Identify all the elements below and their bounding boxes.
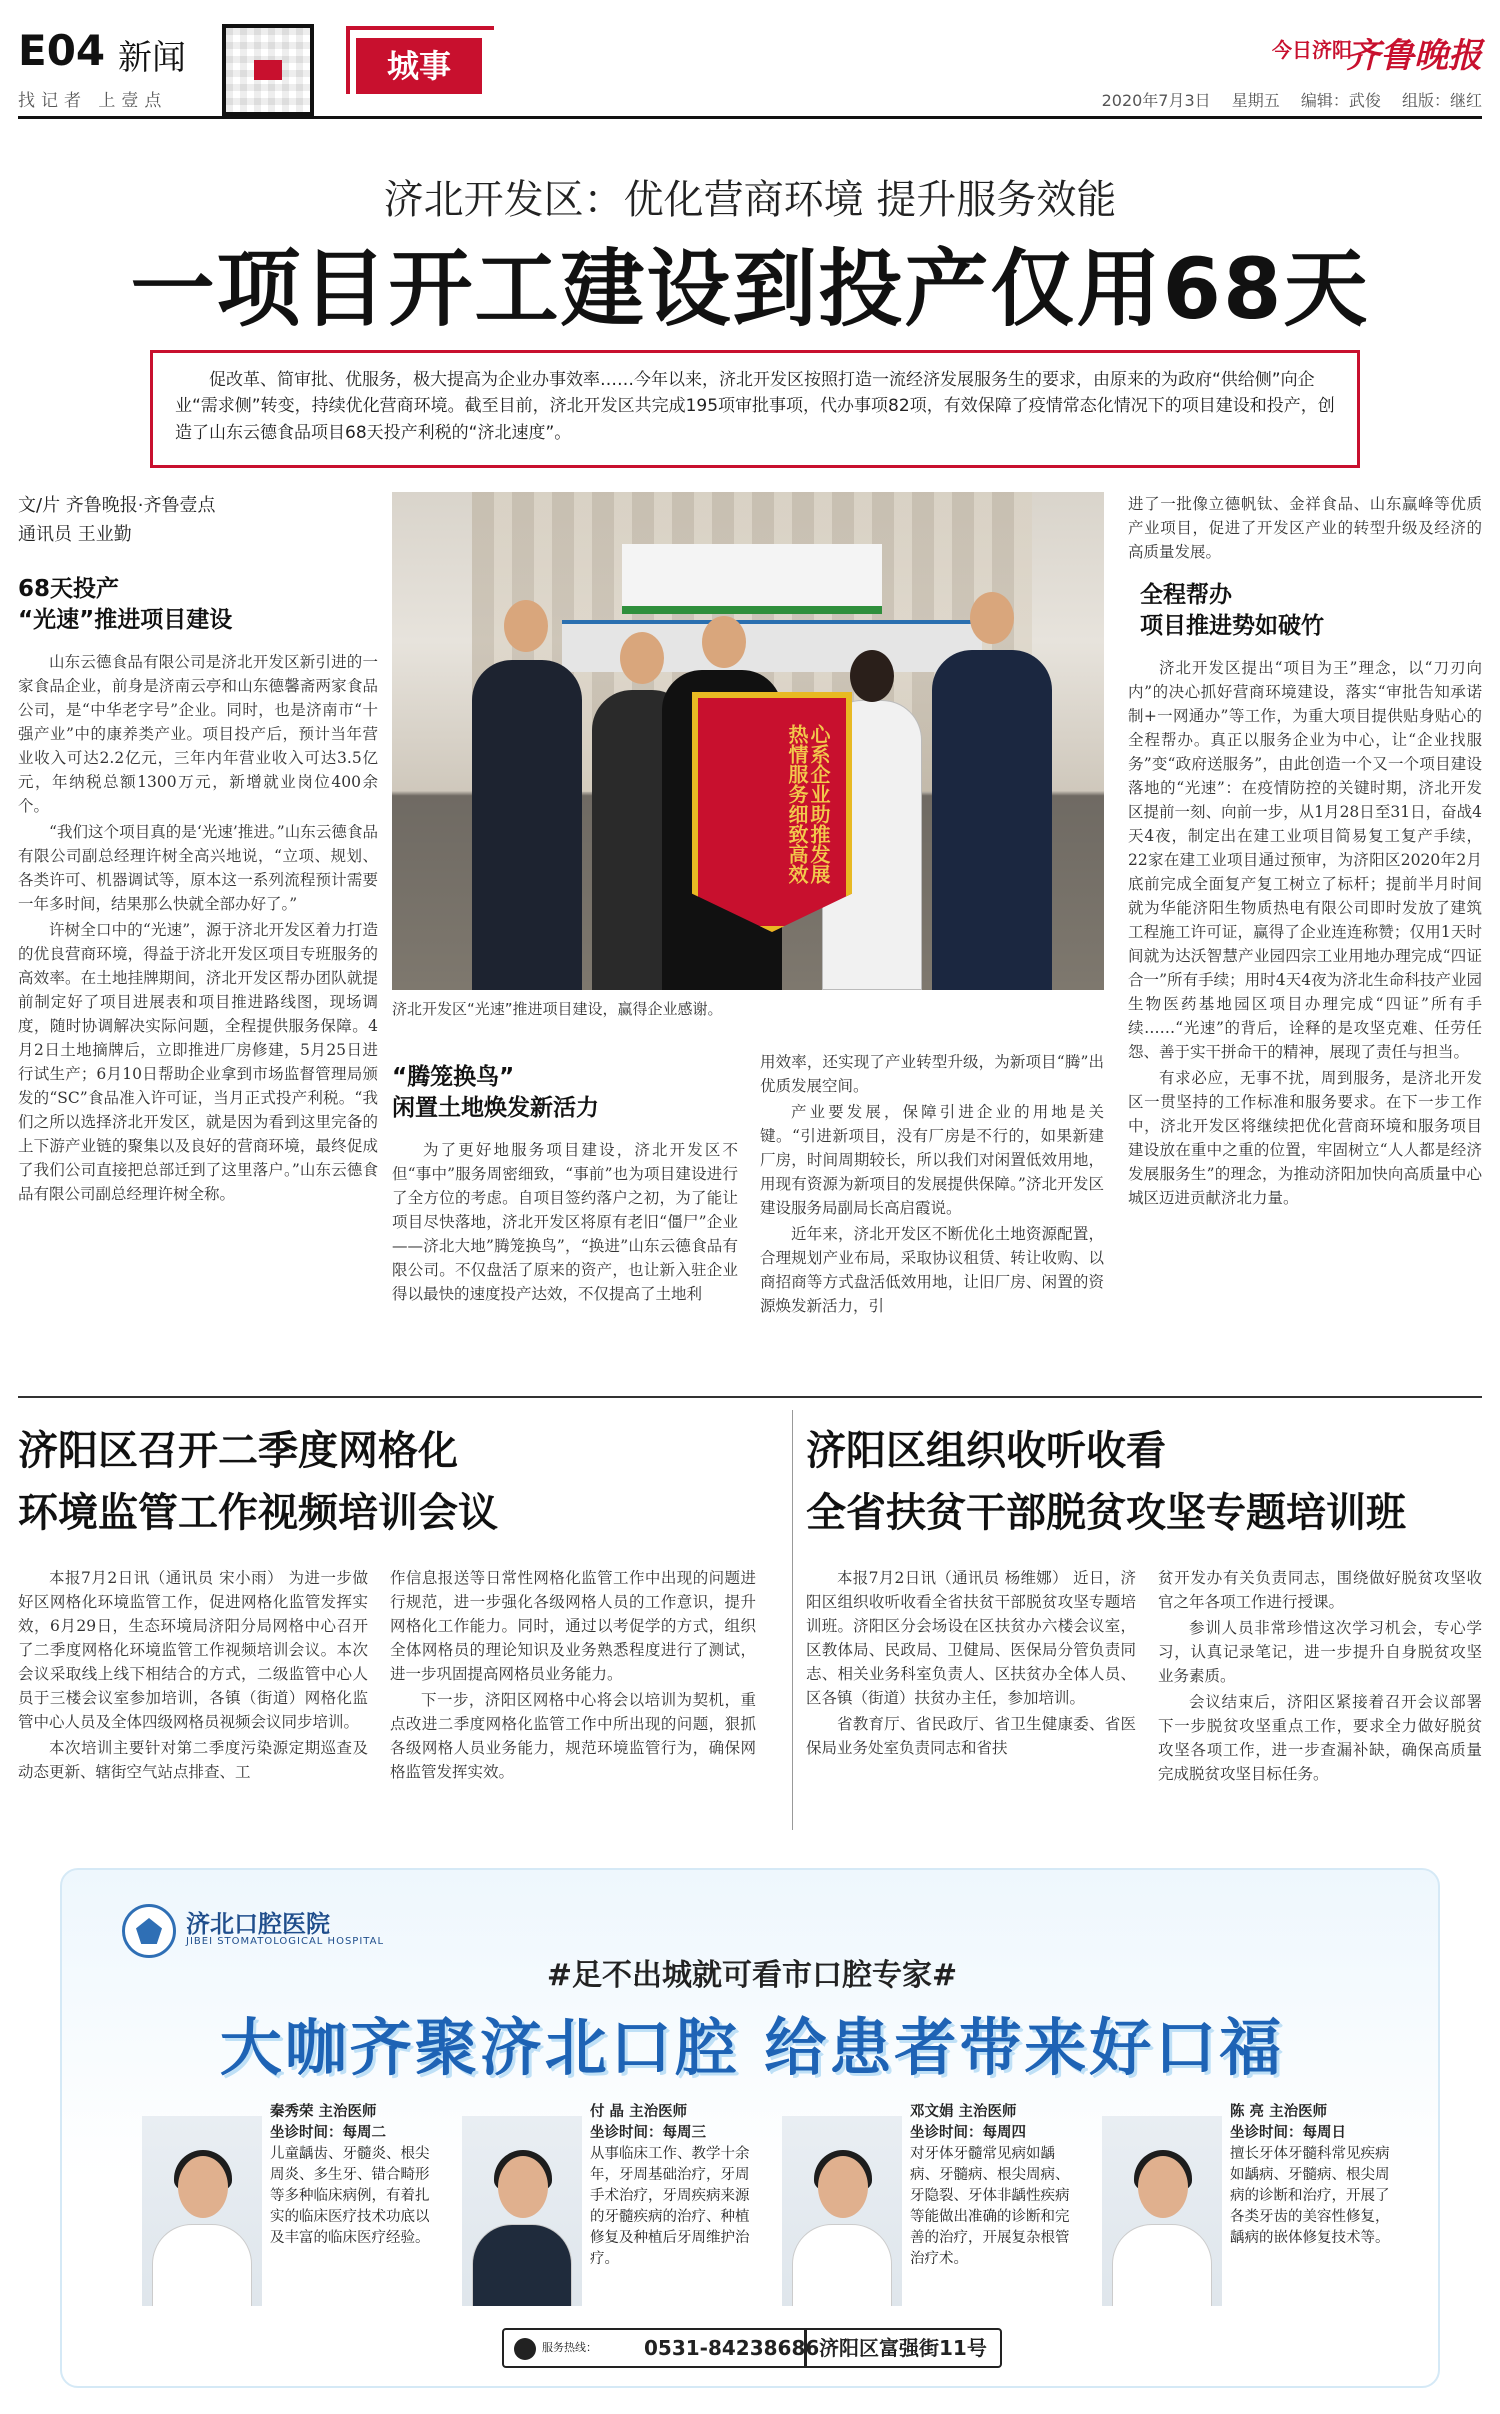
- doctor-photo: [782, 2116, 902, 2306]
- face: [818, 2156, 868, 2218]
- doctor-photo: [142, 2116, 262, 2306]
- reporter-hotline: 找记者 上壹点: [18, 91, 168, 111]
- doctor-photo: [1102, 2116, 1222, 2306]
- doctor-photo: [462, 2116, 582, 2306]
- paragraph: 会议结束后，济阳区紧接着召开会议部署下一步脱贫攻坚重点工作，要求全力做好脱贫攻坚各项工作，进一步查漏补缺，确保高质量完成脱贫攻坚目标任务。: [1158, 1693, 1482, 1784]
- coat: [792, 2224, 892, 2306]
- doctor-name: 邓文娟 主治医师: [910, 2104, 1017, 2120]
- contact-bar: [502, 2328, 1002, 2368]
- doctor-schedule: 坐诊时间：每周三: [590, 2125, 706, 2142]
- hospital-advertisement: [60, 1868, 1440, 2388]
- paragraph: 参训人员非常珍惜这次学习机会，专心学习，认真记录笔记，进一步提升自身脱贫攻坚业务素质。: [1158, 1619, 1482, 1686]
- dateline: [1086, 88, 1482, 111]
- doctor-card: [782, 2092, 1082, 2312]
- lead-column-4: [1128, 656, 1482, 1340]
- lead-column-4-top: [1128, 492, 1482, 572]
- paragraph: 产业要发展，保障引进企业的用地是关键。“引进新项目，没有厂房是不行的，如果新建厂房，时间周期较长，所以我们对闲置低效用地，用现有资源为新项目的发展提供保障。”济北开发区建设服务局副局长高启霞说。: [760, 1103, 1104, 1218]
- paragraph: “我们这个项目真的是‘光速’推进。”山东云德食品有限公司副总经理许树全高兴地说，“立项、规划、各类许可、机器调试等，原本这一系列流程预计需要一年多时间，结果那么快就全部办好了。”: [18, 823, 378, 914]
- coat: [472, 2224, 572, 2306]
- story2-column-2: [390, 1566, 756, 1828]
- person-head: [504, 600, 548, 652]
- doctor-info: [1230, 2102, 1398, 2249]
- paragraph: 许树全口中的“光速”，源于济北开发区着力打造的优良营商环境，得益于济北开发区项目专班服务的高效率。在土地挂牌期间，济北开发区帮办团队就提前制定好了项目进展表和项目推进路线图，现场调度，随时协调解决实际问题，全程提供服务保障。4月2日土地摘牌后，立即推进厂房修建，5月25日进行试生产；6月10日帮助企业拿到市场监督管理局颁发的“SC”食品准入许可证，当月正式投产利税。“我们之所以选择济北开发区，就是因为看到这里完备的上下游产业链的聚集以及良好的营商环境，最终促成了我们公司直接把总部迁到了这里落户。”山东云德食品有限公司副总经理许树全称。: [18, 921, 378, 1204]
- story3-column-1: [806, 1566, 1136, 1828]
- coat: [1112, 2224, 1212, 2306]
- face: [498, 2156, 548, 2218]
- issue-weekday: 星期五: [1231, 91, 1280, 110]
- subhead-2: “腾笼换鸟” 闲置土地焕发新活力: [392, 1064, 599, 1122]
- person-figure: [472, 660, 582, 990]
- photo-sign: [622, 544, 882, 614]
- doctor-schedule: 坐诊时间：每周二: [270, 2125, 386, 2142]
- edition-name: 今日济阳: [1272, 38, 1352, 62]
- paragraph: 本次培训主要针对第二季度污染源定期巡查及动态更新、辖街空气站点排查、工: [18, 1739, 368, 1782]
- paragraph: 近年来，济北开发区不断优化土地资源配置，合理规划产业布局，采取协议租赁、转让收购、以商招商等方式盘活低效用地，让旧厂房、闲置的资源焕发新活力，引: [760, 1225, 1104, 1316]
- doctor-description: 从事临床工作、教学十余年，牙周基础治疗，牙周手术治疗，牙周疾病来源的牙髓疾病的治疗、种植修复及种植后牙周维护治疗。: [590, 2146, 750, 2268]
- lead-column-2: [392, 1138, 738, 1338]
- paragraph: 省教育厅、省民政厅、省卫生健康委、省医保局业务处室负责同志和省扶: [806, 1715, 1136, 1758]
- doctor-description: 擅长牙体牙髓科常见疾病如龋病、牙髓病、根尖周病的诊断和治疗，开展了各类牙齿的美容性修复，龋病的嵌体修复技术等。: [1230, 2146, 1390, 2247]
- face: [1138, 2156, 1188, 2218]
- lead-photo: [392, 492, 1104, 990]
- page-number: E04: [18, 26, 106, 75]
- paragraph: 山东云德食品有限公司是济北开发区新引进的一家食品企业，前身是济南云亭和山东德馨斋两家食品公司，是“中华老字号”企业。同时，也是济南市“十强产业”中的康养类产业。项目投产后，预计当年营业收入可达2.2亿元，三年内年营业收入可达3.5亿元，年纳税总额1300万元，新增就业岗位400余个。: [18, 653, 378, 816]
- paragraph: 本报7月2日讯（通讯员 宋小雨） 为进一步做好区网格化环境监管工作，促进网格化监管发挥实效，6月29日，生态环境局济阳分局网格中心召开了二季度网格化环境监管工作视频培训会议。本次会议采取线上线下相结合的方式，二级监管中心人员于三楼会议室参加培训，各镇（街道）网格化监管中心人员及全体四级网格员视频会议同步培训。: [18, 1569, 368, 1732]
- layout-credit: 组版：继红: [1401, 91, 1482, 110]
- paragraph: 济北开发区提出“项目为王”理念，以“刀刃向内”的决心抓好营商环境建设，落实“审批告知承诺制+一网通办”等工作，为重大项目提供贴身贴心的全程帮办。真正以服务企业为中心，让“企业找服务”变“政府送服务”，由此创造一个又一个项目建设落地的“光速”：在疫情防控的关键时期，济北开发区提前一刻、向前一步，从1月28日至31日，奋战4天4夜，制定出在建工业项目简易复工复产手续，22家在建工业项目通过预审，为济阳区2020年2月底前完成全面复产复工树立了标杆；提前半月时间就为华能济阳生物质热电有限公司即时发放了建筑工程施工许可证，赢得了企业连连称赞；仅用1天时间就为达沃智慧产业园四宗工业用地办理完成“四证合一”所有手续；用时4天4夜为济北生命科技产业园生物医药基地园区项目办理完成“四证”所有手续……“光速”的背后，诠释的是攻坚克难、任劳任怨、善于实干拼命干的精神，展现了责任与担当。: [1128, 659, 1482, 1062]
- person-head: [620, 632, 664, 684]
- doctor-card: [142, 2092, 442, 2312]
- lead-kicker: 济北开发区：优化营商环境 提升服务效能: [383, 177, 1117, 223]
- editor-credit: 编辑：武俊: [1300, 91, 1381, 110]
- lead-column-1: [18, 650, 378, 1330]
- doctor-info: [590, 2102, 758, 2270]
- doctor-description: 儿童龋齿、牙髓炎、根尖周炎、多生牙、错合畸形等多种临床病例，有着扎实的临床医疗技术功底以及丰富的临床医疗经验。: [270, 2146, 430, 2247]
- story2-column-1: [18, 1566, 368, 1828]
- paragraph: 本报7月2日讯（通讯员 杨维娜） 近日，济阳区组织收听收看全省扶贫干部脱贫攻坚专题培训班。济阳区分会场设在区扶贫办六楼会议室，区教体局、民政局、卫健局、医保局分管负责同志、相关业务科室负责人、区扶贫办全体人员、区各镇（街道）扶贫办主任，参加培训。: [806, 1569, 1136, 1708]
- paragraph: 下一步，济阳区网格中心将会以培训为契机，重点改进二季度网格化监管工作中所出现的问题，狠抓各级网格人员业务能力，规范环境监管行为，确保网格监管发挥实效。: [390, 1691, 756, 1782]
- phone-icon: [514, 2338, 536, 2360]
- story2-headline: 济阳区召开二季度网格化 环境监管工作视频培训会议: [18, 1428, 498, 1536]
- section-divider: [18, 1396, 1482, 1398]
- hospital-address: 济阳区富强街11号: [804, 2330, 987, 2366]
- story3-column-2: [1158, 1566, 1482, 1828]
- paragraph: 用效率，还实现了产业转型升级，为新项目“腾”出优质发展空间。: [760, 1053, 1104, 1096]
- lead-headline: 一项目开工建设到投产仅用68天: [130, 240, 1370, 338]
- coat: [152, 2224, 252, 2306]
- hospital-name: 济北口腔医院: [186, 1910, 330, 1938]
- subhead-1: 68天投产 “光速”推进项目建设: [18, 576, 233, 634]
- hospital-name-en: JIBEI STOMATOLOGICAL HOSPITAL: [186, 1936, 385, 1947]
- ad-tagline: #足不出城就可看市口腔专家#: [546, 1958, 958, 1993]
- qr-logo: [254, 60, 282, 80]
- photo-caption: 济北开发区“光速”推进项目建设，赢得企业感谢。: [392, 1000, 723, 1018]
- doctor-name: 陈 亮 主治医师: [1230, 2104, 1328, 2120]
- doctor-info: [270, 2102, 438, 2249]
- byline: [18, 492, 378, 550]
- pennant-text: 心系企业助推发展 热情服务细致高效: [785, 724, 831, 884]
- paragraph: 贫开发办有关负责同志，围绕做好脱贫攻坚收官之年各项工作进行授课。: [1158, 1569, 1482, 1612]
- column-divider: [792, 1410, 793, 1830]
- paragraph: 有求必应，无事不扰，周到服务，是济北开发区一贯坚持的工作标准和服务要求。在下一步工作中，济北开发区将继续把优化营商环境和服务项目建设放在重中之重的位置，牢固树立“人人都是经济发展服务生”的理念，为推动济阳加快向高质量中心城区迈进贡献济北力量。: [1128, 1069, 1482, 1208]
- story3-headline: 济阳区组织收听收看 全省扶贫干部脱贫攻坚专题培训班: [806, 1428, 1406, 1536]
- face: [178, 2156, 228, 2218]
- masthead-rule: [18, 116, 1482, 119]
- hotline-label: 服务热线：: [542, 2341, 597, 2354]
- lead-column-3: [760, 1050, 1104, 1340]
- doctor-name: 秦秀荣 主治医师: [270, 2104, 377, 2120]
- paragraph: 为了更好地服务项目建设，济北开发区不但“事中”服务周密细致，“事前”也为项目建设进行了全方位的考虑。自项目签约落户之初，为了能让项目尽快落地，济北开发区将原有老旧“僵尸”企业——济北大地”腾笼换鸟”，“换进”山东云德食品有限公司。不仅盘活了原来的资产，也让新入驻企业得以最快的速度投产达效，不仅提高了土地利: [392, 1141, 738, 1304]
- doctor-info: [910, 2102, 1078, 2270]
- section-title: 新闻: [118, 38, 186, 78]
- person-head: [702, 616, 746, 668]
- doctor-card: [1102, 2092, 1402, 2312]
- doctor-description: 对牙体牙髓常见病如龋病、牙髓病、根尖周病、牙隐裂、牙体非龋性疾病等能做出准确的诊断和完善的治疗，开展复杂根管治疗术。: [910, 2146, 1070, 2268]
- doctor-schedule: 坐诊时间：每周四: [910, 2125, 1026, 2142]
- hotline-number: 0531-84238686: [644, 2336, 820, 2360]
- person-head: [970, 592, 1014, 644]
- masthead: [18, 18, 1482, 118]
- paragraph: 作信息报送等日常性网格化监管工作中出现的问题进行规范，进一步强化各级网格人员的工作意识，提升网格化工作能力。同时，通过以考促学的方式，组织全体网格员的理论知识及业务熟悉程度进行了测试，进一步巩固提高网格员业务能力。: [390, 1569, 756, 1684]
- issue-date: 2020年7月3日: [1101, 91, 1211, 110]
- newspaper-logo: 齐鲁晚报: [1346, 36, 1482, 76]
- person-figure: [932, 650, 1052, 990]
- lead-summary: 促改革、简审批、优服务，极大提高为企业办事效率……今年以来，济北开发区按照打造一流经济发展服务生的要求，由原来的为政府“供给侧”向企业“需求侧”转变，持续优化营商环境。截至目前，济北开发区共完成195项审批事项，代办事项82项，有效保障了疫情常态化情况下的项目建设和投产，创造了山东云德食品项目68天投产利税的“济北速度”。: [150, 350, 1360, 468]
- ad-title: 大咖齐聚济北口腔 给患者带来好口福: [219, 2011, 1285, 2084]
- section-tag: 城事: [356, 38, 482, 94]
- doctor-name: 付 晶 主治医师: [590, 2104, 688, 2120]
- byline-source: 文/片 齐鲁晚报·齐鲁壹点: [18, 495, 216, 516]
- paragraph: 进了一批像立德帆钛、金祥食品、山东赢峰等优质产业项目，促进了开发区产业的转型升级及经济的高质量发展。: [1128, 495, 1482, 562]
- subhead-3: 全程帮办 项目推进势如破竹: [1140, 582, 1324, 640]
- person-head: [850, 650, 894, 702]
- doctor-card: [462, 2092, 762, 2312]
- byline-correspondent: 通讯员 王业勤: [18, 523, 132, 545]
- doctor-schedule: 坐诊时间：每周日: [1230, 2125, 1346, 2142]
